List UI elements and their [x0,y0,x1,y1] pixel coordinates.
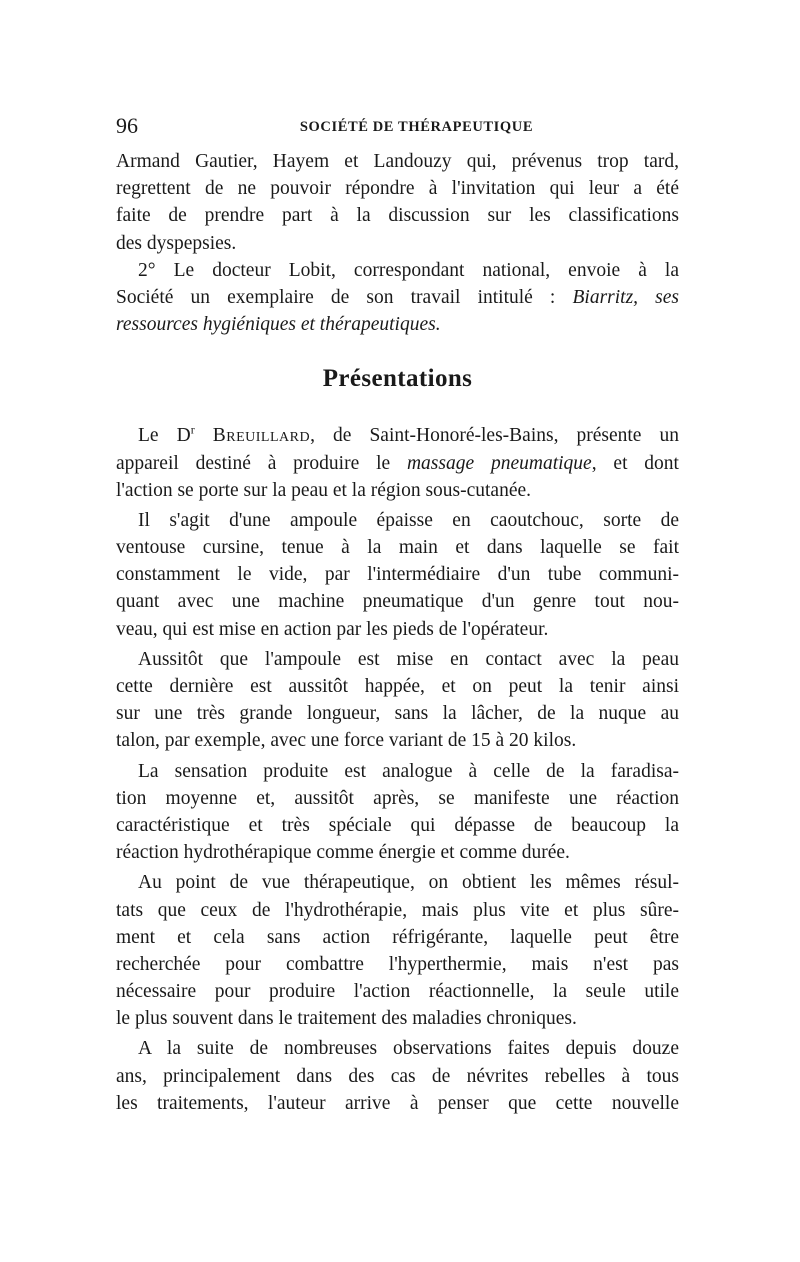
superscript: r [190,422,195,437]
text-line: ans, principalement dans des cas de névrites rebelles à tous [116,1065,679,1087]
book-title-italic: Biarritz, ses [572,286,679,308]
text-line: Armand Gautier, Hayem et Landouzy qui, prévenus trop tard, [116,151,679,172]
presentation-paragraph-6 [116,1035,679,1117]
text-span: , et dont [591,452,679,474]
text-line: A la suite de nombreuses observations faites depuis douze [138,1038,679,1060]
text-line: Aussitôt que l'ampoule est mise en contact avec la peau [138,648,679,670]
presentation-paragraph-3 [116,646,679,755]
section-heading: Présentations [322,365,473,393]
text-line: le plus souvent dans le traitement des maladies chroniques. [116,1008,577,1030]
intro-paragraph [116,148,679,257]
text-line: ment et cela sans action réfrigérante, laquelle peut être [116,926,679,948]
text-span: Le D [138,425,191,447]
presentation-paragraph-4 [116,758,679,867]
text-line: Au point de vue thérapeutique, on obtient les mêmes résul- [138,872,679,894]
text-span: Société un exemplaire de son travail intitulé : [116,286,573,308]
body-text [116,148,679,1117]
text-line [116,450,679,477]
text-line: talon, par exemple, avec une force variant de 15 à 20 kilos. [116,730,577,752]
text-line: tats que ceux de l'hydrothérapie, mais plus vite et plus sûre- [116,899,679,921]
text-line: 2° Le docteur Lobit, correspondant national, envoie à la [138,259,679,281]
text-line: faite de prendre part à la discussion sur les classifications [116,205,679,227]
text-line: cette dernière est aussitôt happée, et on peut la tenir ainsi [116,676,679,697]
text-span: appareil destiné à produire le [116,452,407,474]
text-line: nécessaire pour produire l'action réactionnelle, la seule utile [116,981,679,1003]
text-line: les traitements, l'auteur arrive à penser que cette nouvelle [116,1092,679,1114]
emphasis-italic: massage pneumatique [406,452,592,474]
text-line: regrettent de ne pouvoir répondre à l'invitation qui leur a été [116,178,679,200]
page-number: 96 [116,113,138,138]
text-line: constamment le vide, par l'intermédiaire d'un tube communi- [116,564,679,586]
text-line: réaction hydrothérapique comme énergie et comme durée. [116,842,570,864]
text-line: veau, qui est mise en action par les pieds de l'opérateur. [116,618,549,640]
book-title-italic: ressources hygiéniques et thérapeutiques. [116,314,441,336]
text-line [116,422,679,449]
text-line: La sensation produite est analogue à celle de la faradisa- [138,760,679,782]
author-name: Breuillard [212,425,311,447]
text-line: quant avec une machine pneumatique d'un genre tout nou- [116,591,679,613]
text-line: Il s'agit d'une ampoule épaisse en caoutchouc, sorte de [138,509,679,531]
presentation-paragraph-5 [116,869,679,1032]
text-line: caractéristique et très spéciale qui dépasse de beaucoup la [116,814,679,836]
running-title: SOCIÉTÉ DE THÉRAPEUTIQUE [299,119,534,135]
text-line: des dyspepsies. [116,232,237,254]
item-2-paragraph [116,257,679,339]
text-line [116,284,679,311]
text-line: l'action se porte sur la peau et la région sous-cutanée. [116,479,532,501]
text-line: tion moyenne et, aussitôt après, se manifeste une réaction [116,787,679,809]
text-line: ventouse cursine, tenue à la main et dans laquelle se fait [116,537,679,559]
presentation-paragraph-1 [116,422,679,504]
presentation-paragraph-2 [116,507,679,643]
text-span: , de Saint-Honoré-les-Bains, présente un [310,425,680,447]
text-line: sur une très grande longueur, sans la lâcher, de la nuque au [116,703,679,725]
text-line: recherchée pour combattre l'hyperthermie, mais n'est pas [116,953,679,975]
running-head [116,114,679,138]
